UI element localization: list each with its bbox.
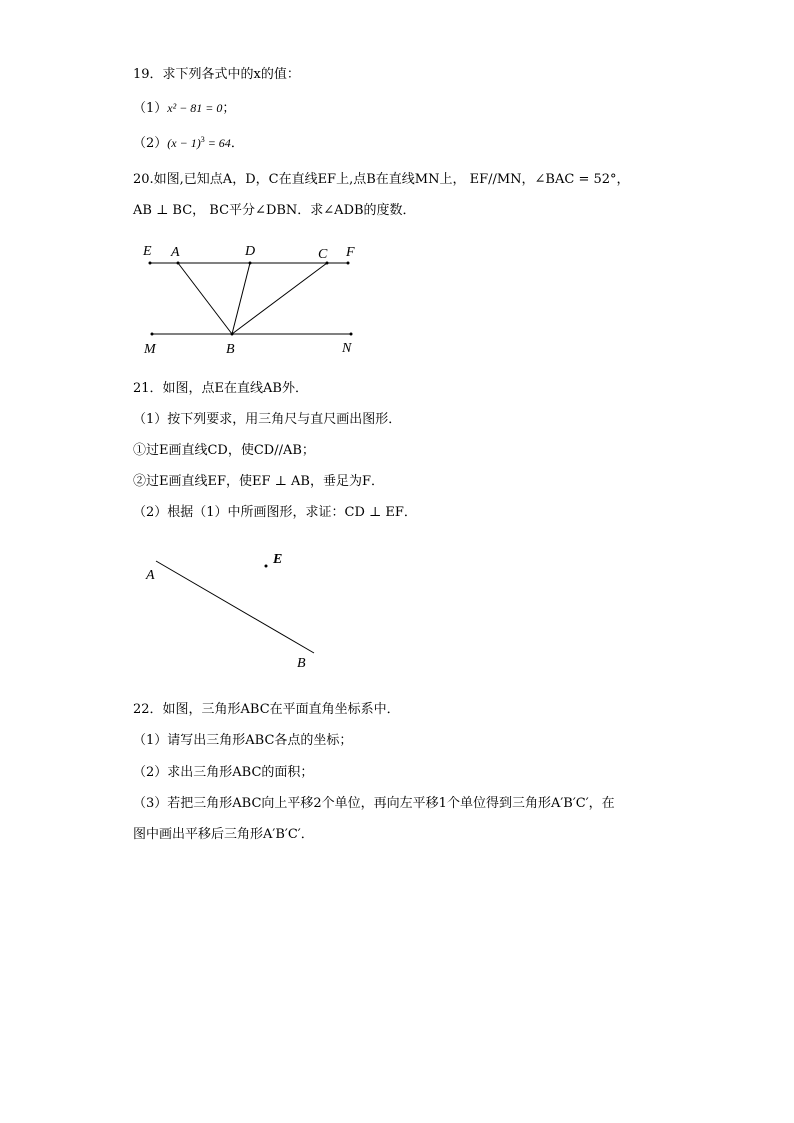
point-M: [151, 333, 154, 336]
q19-part2-exponent: 3: [200, 135, 205, 144]
q22-part3-line2: 图中画出平移后三角形A′B′C′．: [133, 827, 314, 842]
segment-DB: [232, 263, 250, 334]
q21-part1: （1）按下列要求，用三角尺与直尺画出图形．: [133, 412, 402, 427]
q20-figure: [135, 235, 375, 365]
q19-part2: [133, 134, 244, 154]
label-F: F: [346, 245, 355, 260]
label-A: A: [171, 245, 180, 260]
segment-AB: [178, 263, 232, 334]
point-A: [177, 262, 180, 265]
q19-part1-end: ；: [222, 101, 236, 116]
label-E: E: [273, 552, 283, 567]
q19-part2-rhs: = 64: [204, 136, 231, 150]
q19-part1-label: （1）: [133, 101, 168, 116]
q22-part1: （1）请写出三角形ABC各点的坐标；: [133, 733, 353, 748]
label-A: A: [146, 568, 155, 583]
point-E: [265, 565, 268, 568]
point-N: [350, 333, 353, 336]
q21-part2: （2）根据（1）中所画图形，求证：CD ⊥ EF．: [133, 505, 417, 520]
label-B: B: [226, 342, 235, 357]
point-D: [249, 262, 252, 265]
q19-part1-equation: x² − 81 = 0: [167, 101, 223, 115]
q19-part1: [133, 99, 235, 118]
label-D: D: [245, 244, 256, 259]
segment-CB: [232, 263, 327, 334]
q19-part2-base: (x − 1): [167, 136, 201, 150]
q22-part2: （2）求出三角形ABC的面积；: [133, 765, 314, 780]
q21-figure: [140, 545, 330, 675]
q20-stem-line2: AB ⊥ BC， BC平分∠DBN．求∠ADB的度数．: [133, 203, 416, 218]
label-E: E: [143, 244, 152, 259]
q19-part2-label: （2）: [133, 136, 168, 151]
q22-stem: 22．如图，三角形ABC在平面直角坐标系中．: [133, 702, 400, 717]
point-F: [347, 262, 350, 265]
q19-stem: 19．求下列各式中的x的值：: [133, 67, 300, 82]
point-E: [149, 262, 152, 265]
label-B: B: [297, 656, 306, 671]
q21-step2: ②过E画直线EF，使EF ⊥ AB，垂足为F．: [133, 474, 384, 489]
q19-part2-end: ．: [230, 136, 244, 151]
q21-stem: 21．如图，点E在直线AB外．: [133, 381, 308, 396]
label-N: N: [342, 341, 352, 356]
label-C: C: [318, 247, 328, 262]
q22-part3-line1: （3）若把三角形ABC向上平移2个单位，再向左平移1个单位得到三角形A′B′C′，在: [133, 796, 615, 811]
point-B: [231, 333, 234, 336]
q20-stem-line1: 20.如图,已知点A，D，C在直线EF上,点B在直线MN上， EF//MN，∠BAC = 52°，: [133, 172, 630, 187]
label-M: M: [144, 342, 156, 357]
q21-step1: ①过E画直线CD，使CD//AB；: [133, 443, 315, 458]
segment-AB: [156, 561, 314, 653]
